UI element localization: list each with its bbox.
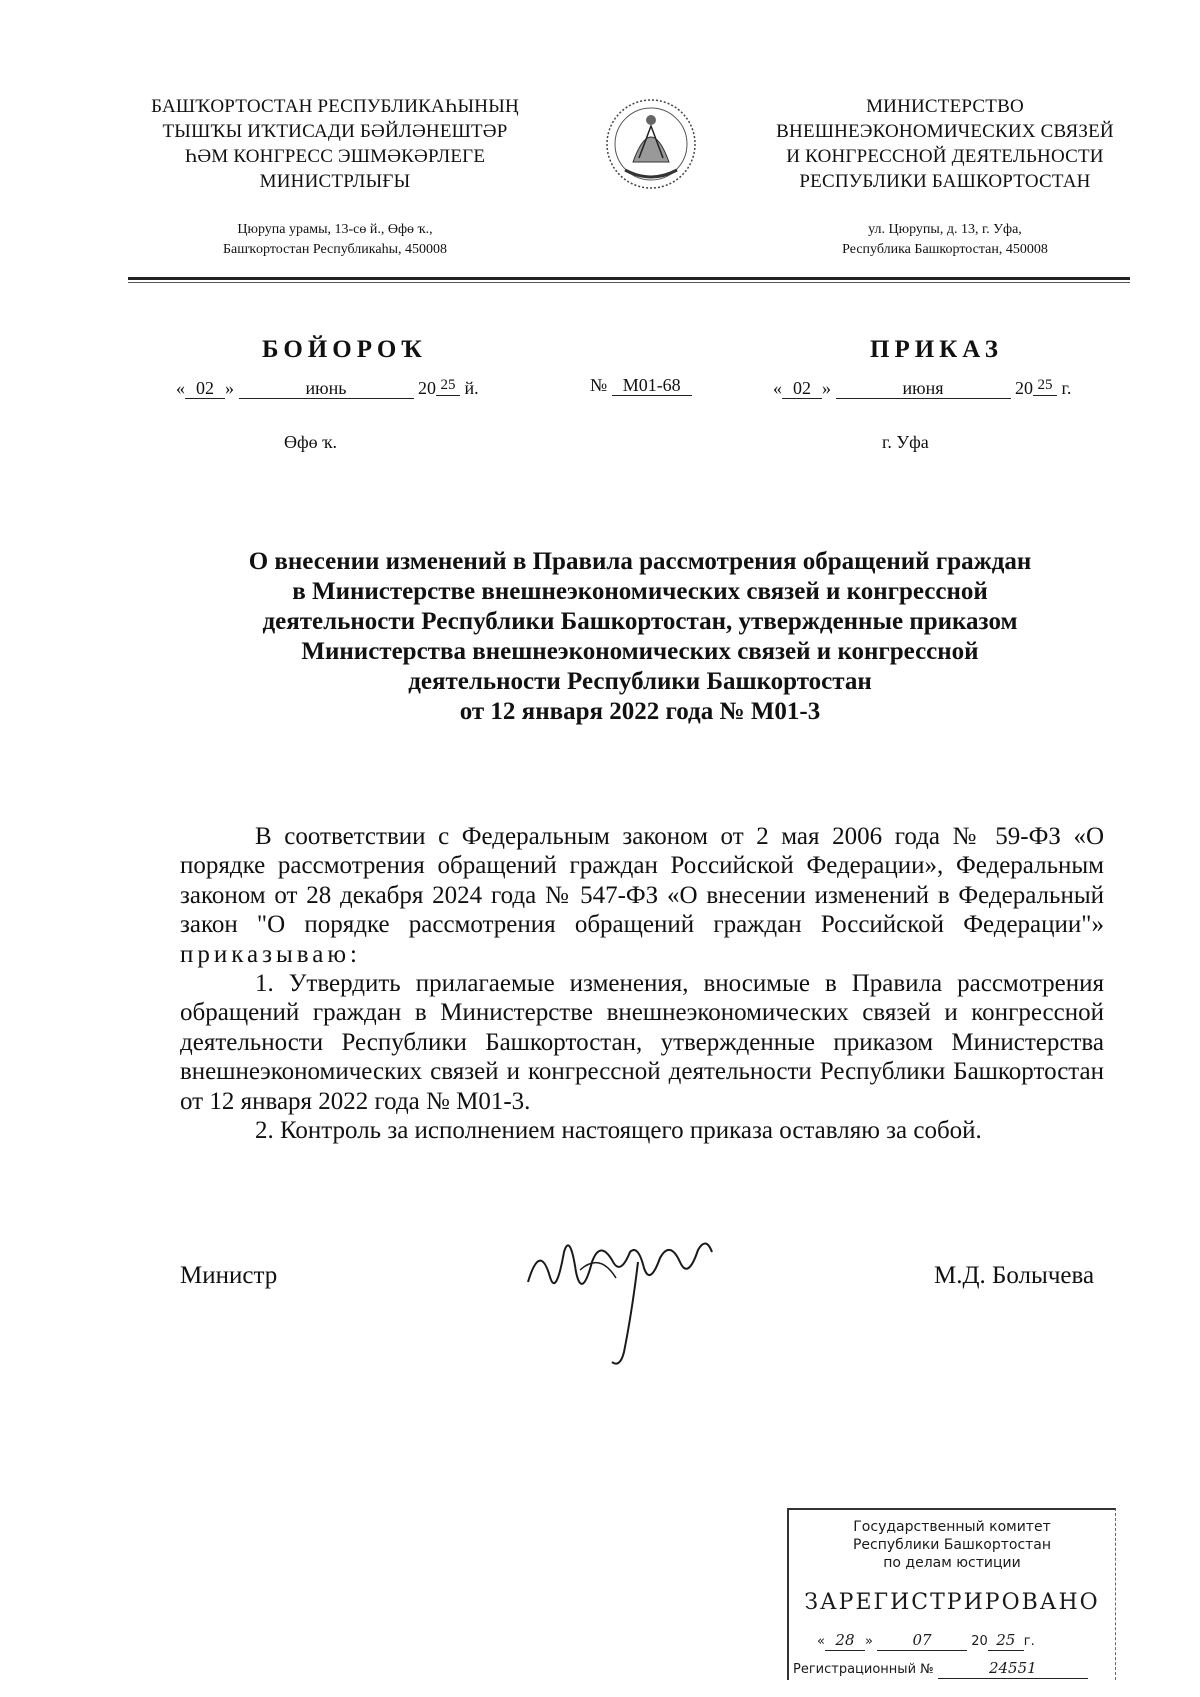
header-divider-thin: [128, 282, 1130, 283]
header-left-line: МИНИСТРЛЫҒЫ: [259, 171, 411, 192]
date-year-prefix: 20: [418, 378, 436, 398]
header-right-line: РЕСПУБЛИКИ БАШКОРТОСТАН: [799, 171, 1091, 192]
header-left-line: БАШҠОРТОСТАН РЕСПУБЛИКАҺЫНЫҢ: [151, 96, 519, 117]
order-number: [590, 375, 692, 396]
ministry-name-bashkir: [110, 94, 560, 194]
order-body: [180, 822, 1104, 1145]
order-title-bashkir: БОЙОРОҠ: [262, 336, 427, 363]
city-bashkir: Өфө ҡ.: [284, 432, 337, 452]
address-left-line: Цюрупа урамы, 13-сө й., Өфө ҡ.,: [237, 222, 433, 237]
subject-line: Министерства внешнеэкономических связей и конгрессной: [301, 638, 979, 665]
body-item-2: 2. Контроль за исполнением настоящего приказа оставляю за собой.: [255, 1117, 982, 1145]
address-bashkir: [160, 220, 510, 260]
stamp-reg-label: Регистрационный №: [793, 1662, 934, 1677]
stamp-year-suffix: 25: [988, 1630, 1024, 1651]
order-subject: [200, 547, 1080, 727]
stamp-reg-number: 24551: [938, 1658, 1088, 1679]
date-month: июнь: [239, 378, 414, 399]
date-bashkir: « 02 » июнь 20 25 й.: [176, 377, 479, 398]
address-left-line: Башҡортостан Республикаһы, 450008: [222, 242, 447, 257]
date-year-suffix: 25: [1033, 375, 1057, 396]
stamp-year-unit: г.: [1023, 1634, 1035, 1649]
stamp-org-line: Государственный комитет: [853, 1519, 1051, 1535]
date-day: 02: [782, 378, 822, 399]
coat-of-arms-emblem: [603, 92, 699, 198]
order-word: приказываю:: [180, 940, 361, 968]
number-value: М01-68: [612, 375, 692, 396]
header-left-line: ҺӘМ КОНГРЕСС ЭШМӘКӘРЛЕГЕ: [184, 146, 486, 167]
registration-stamp: [787, 1508, 1116, 1680]
signatory-name: М.Д. Болычева: [934, 1262, 1095, 1289]
body-item-1: 1. Утвердить прилагаемые изменения, вносимые в Правила рассмотрения обращений граждан в Министерстве внешнеэкономических связей и конгрессной деятельности Республики Башкортостан, утвержденные приказом Министерства внешнеэкономических связей и конгрессной деятельности Республики Башкортостан от 12 января 2022 года № М01-3.: [180, 970, 1104, 1115]
header-divider: [128, 277, 1130, 280]
body-intro: В соответствии с Федеральным законом от 2 мая 2006 года № 59-ФЗ «О порядке рассмотрения обращений граждан Российской Федерации», Федеральным законом от 28 декабря 2024 года № 547-ФЗ «О внесении изменений в Федеральный закон "О порядке рассмотрения обращений граждан Российской Федерации"»: [180, 823, 1104, 939]
stamp-org-line: Республики Башкортостан: [852, 1537, 1052, 1553]
header-right-line: МИНИСТЕРСТВО: [866, 96, 1024, 117]
header-left-line: ТЫШҠЫ ИҠТИСАДИ БӘЙЛӘНЕШТӘР: [162, 121, 508, 142]
stamp-date: « 28 » 07 20 25 г.: [817, 1631, 1035, 1649]
order-title-russian: ПРИКАЗ: [870, 336, 1003, 363]
date-year-unit: г.: [1061, 378, 1072, 398]
stamp-org-line: по делам юстиции: [883, 1555, 1021, 1571]
header-right-line: И КОНГРЕССНОЙ ДЕЯТЕЛЬНОСТИ: [786, 146, 1104, 167]
date-russian: « 02 » июня 20 25 г.: [773, 377, 1072, 398]
date-year-prefix: 20: [1015, 378, 1033, 398]
subject-line: деятельности Республики Башкортостан, утвержденные приказом: [262, 608, 1018, 635]
number-label: №: [590, 375, 608, 395]
subject-line: в Министерстве внешнеэкономических связей и конгрессной: [292, 578, 988, 605]
ministry-name-russian: [735, 94, 1155, 194]
body-intro-paragraph: [180, 822, 1104, 969]
subject-line: от 12 января 2022 года № М01-3: [459, 698, 821, 725]
address-right-line: ул. Цюрупы, д. 13, г. Уфа,: [868, 222, 1022, 237]
stamp-organization: [789, 1518, 1115, 1572]
date-month: июня: [836, 378, 1011, 399]
stamp-month: 07: [877, 1630, 967, 1651]
stamp-status: ЗАРЕГИСТРИРОВАНО: [804, 1590, 1100, 1615]
address-right-line: Республика Башкортостан, 450008: [842, 242, 1048, 257]
stamp-registration-number: [793, 1658, 1088, 1679]
city-russian: г. Уфа: [882, 432, 929, 452]
stamp-year-prefix: 20: [971, 1634, 988, 1649]
date-year-unit: й.: [464, 378, 479, 398]
handwritten-signature: [520, 1222, 720, 1372]
subject-line: деятельности Республики Башкортостан: [408, 668, 872, 695]
date-year-suffix: 25: [436, 375, 460, 396]
date-day: 02: [185, 378, 225, 399]
address-russian: [780, 220, 1110, 260]
header-right-line: ВНЕШНЕЭКОНОМИЧЕСКИХ СВЯЗЕЙ: [776, 121, 1114, 142]
subject-line: О внесении изменений в Правила рассмотрения обращений граждан: [248, 548, 1032, 575]
stamp-day: 28: [825, 1630, 865, 1651]
signatory-title: Министр: [180, 1262, 278, 1289]
